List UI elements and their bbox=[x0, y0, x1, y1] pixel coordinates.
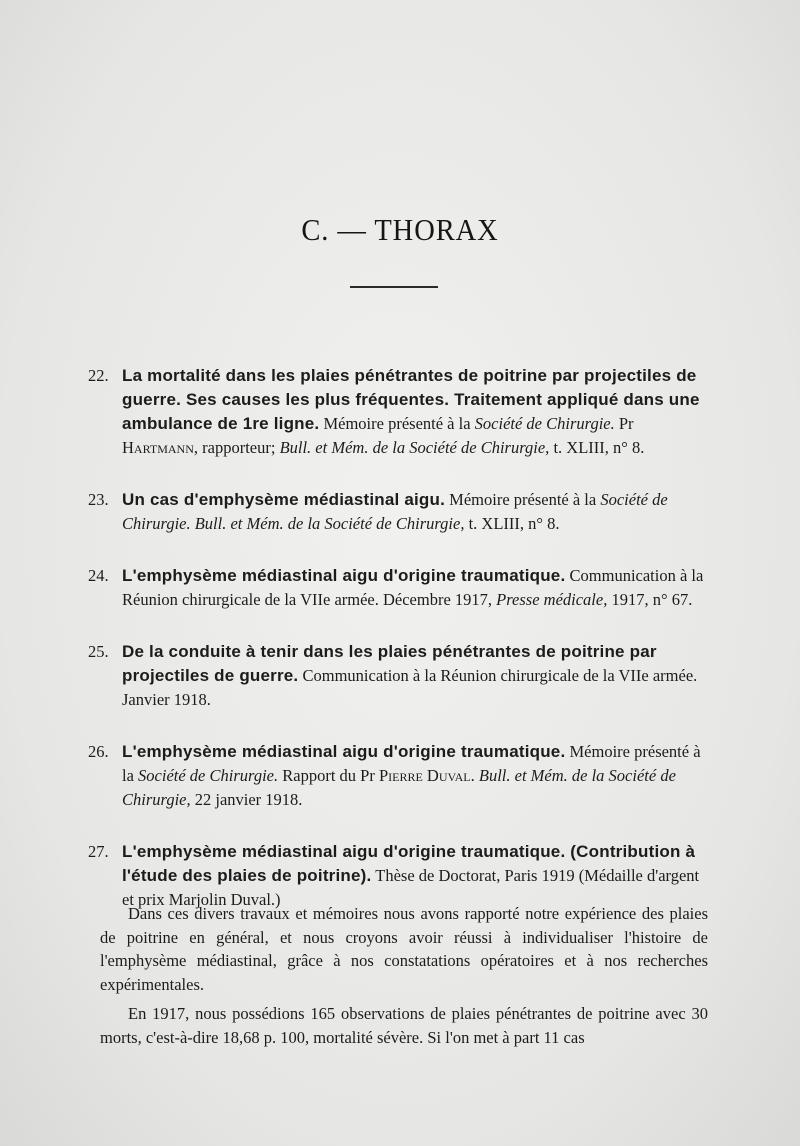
entry-title: De la conduite à tenir dans les plaies pénétrantes de poitrine par projectiles de guerre. bbox=[122, 642, 657, 685]
entry-text: Bull. et Mém. de la Société de Chirurgie, bbox=[279, 438, 550, 457]
entry-text: 1917, n° 67. bbox=[607, 590, 693, 609]
entry-text: Société de Chirurgie. bbox=[474, 414, 615, 433]
entry-text: . bbox=[470, 766, 479, 785]
bibliography-entry bbox=[90, 364, 708, 460]
entry-text: Société de Chirurgie. Bull. et Mém. de la Société de Chirurgie, bbox=[122, 490, 668, 533]
entry-title: L'emphysème médiastinal aigu d'origine traumatique. bbox=[122, 566, 566, 585]
entry-number: 27. bbox=[88, 842, 109, 861]
author-name: Pierre Duval bbox=[378, 766, 471, 785]
entry-text: Thèse de Doctorat, Paris 1919 (Médaille d'argent et prix Marjolin Duval.) bbox=[122, 866, 700, 909]
body-text-block bbox=[100, 902, 708, 1055]
entry-number: 25. bbox=[88, 642, 109, 661]
bibliography-entry bbox=[90, 740, 708, 812]
entry-text: t. XLIII, n° 8. bbox=[549, 438, 645, 457]
entry-title: L'emphysème médiastinal aigu d'origine traumatique. (Contribution à l'étude des plaies de poitrine). bbox=[122, 842, 696, 885]
entry-text: Rapport du Pr bbox=[278, 766, 379, 785]
entry-title: La mortalité dans les plaies pénétrantes de poitrine par projectiles de guerre. Ses causes les plus fréquentes. Traitement appliqué dans une ambulance de 1re ligne. bbox=[122, 366, 700, 433]
entry-text: Mémoire présenté à la bbox=[445, 490, 601, 509]
entry-number: 22. bbox=[88, 366, 109, 385]
entry-text: Société de Chirurgie. bbox=[138, 766, 279, 785]
entry-text: , rapporteur; bbox=[193, 438, 280, 457]
entry-text: Communication à la Réunion chirurgicale de la VIIe armée. Janvier 1918. bbox=[122, 666, 698, 709]
entry-number: 26. bbox=[88, 742, 109, 761]
entry-number: 23. bbox=[88, 490, 109, 509]
entry-text: 22 janvier 1918. bbox=[190, 790, 303, 809]
entry-text: Communication à la Réunion chirurgicale de la VIIe armée. Décembre 1917, bbox=[122, 566, 704, 609]
bibliography-entry bbox=[90, 564, 708, 612]
entry-title: Un cas d'emphysème médiastinal aigu. bbox=[122, 490, 446, 509]
bibliography-list bbox=[90, 364, 708, 940]
entry-text: Mémoire présenté à la bbox=[319, 414, 475, 433]
author-name: Hartmann bbox=[122, 438, 194, 457]
entry-title: L'emphysème médiastinal aigu d'origine traumatique. bbox=[122, 742, 566, 761]
entry-text: Bull. et Mém. de la Société de Chirurgie, bbox=[122, 766, 676, 809]
bibliography-entry bbox=[90, 640, 708, 712]
entry-text: Mémoire présenté à la bbox=[122, 742, 701, 785]
entry-text: Presse médicale, bbox=[496, 590, 608, 609]
bibliography-entry bbox=[90, 488, 708, 536]
heading-rule bbox=[350, 286, 438, 288]
paragraph: En 1917, nous possédions 165 observations de plaies pénétrantes de poitrine avec 30 morts, c'est-à-dire 18,68 p. 100, mortalité sévère. Si l'on met à part 11 cas bbox=[100, 1004, 708, 1047]
entry-text: t. XLIII, n° 8. bbox=[464, 514, 560, 533]
paragraph: Dans ces divers travaux et mémoires nous avons rapporté notre expérience des plaies de poitrine en général, et nous croyons avoir réussi à individualiser l'histoire de l'emphysème médiastinal, grâce à nos constatations opératoires et à nos recherches expérimentales. bbox=[100, 904, 708, 994]
section-heading: C. — THORAX bbox=[301, 212, 499, 247]
entry-text: Pr bbox=[614, 414, 634, 433]
entry-number: 24. bbox=[88, 566, 109, 585]
